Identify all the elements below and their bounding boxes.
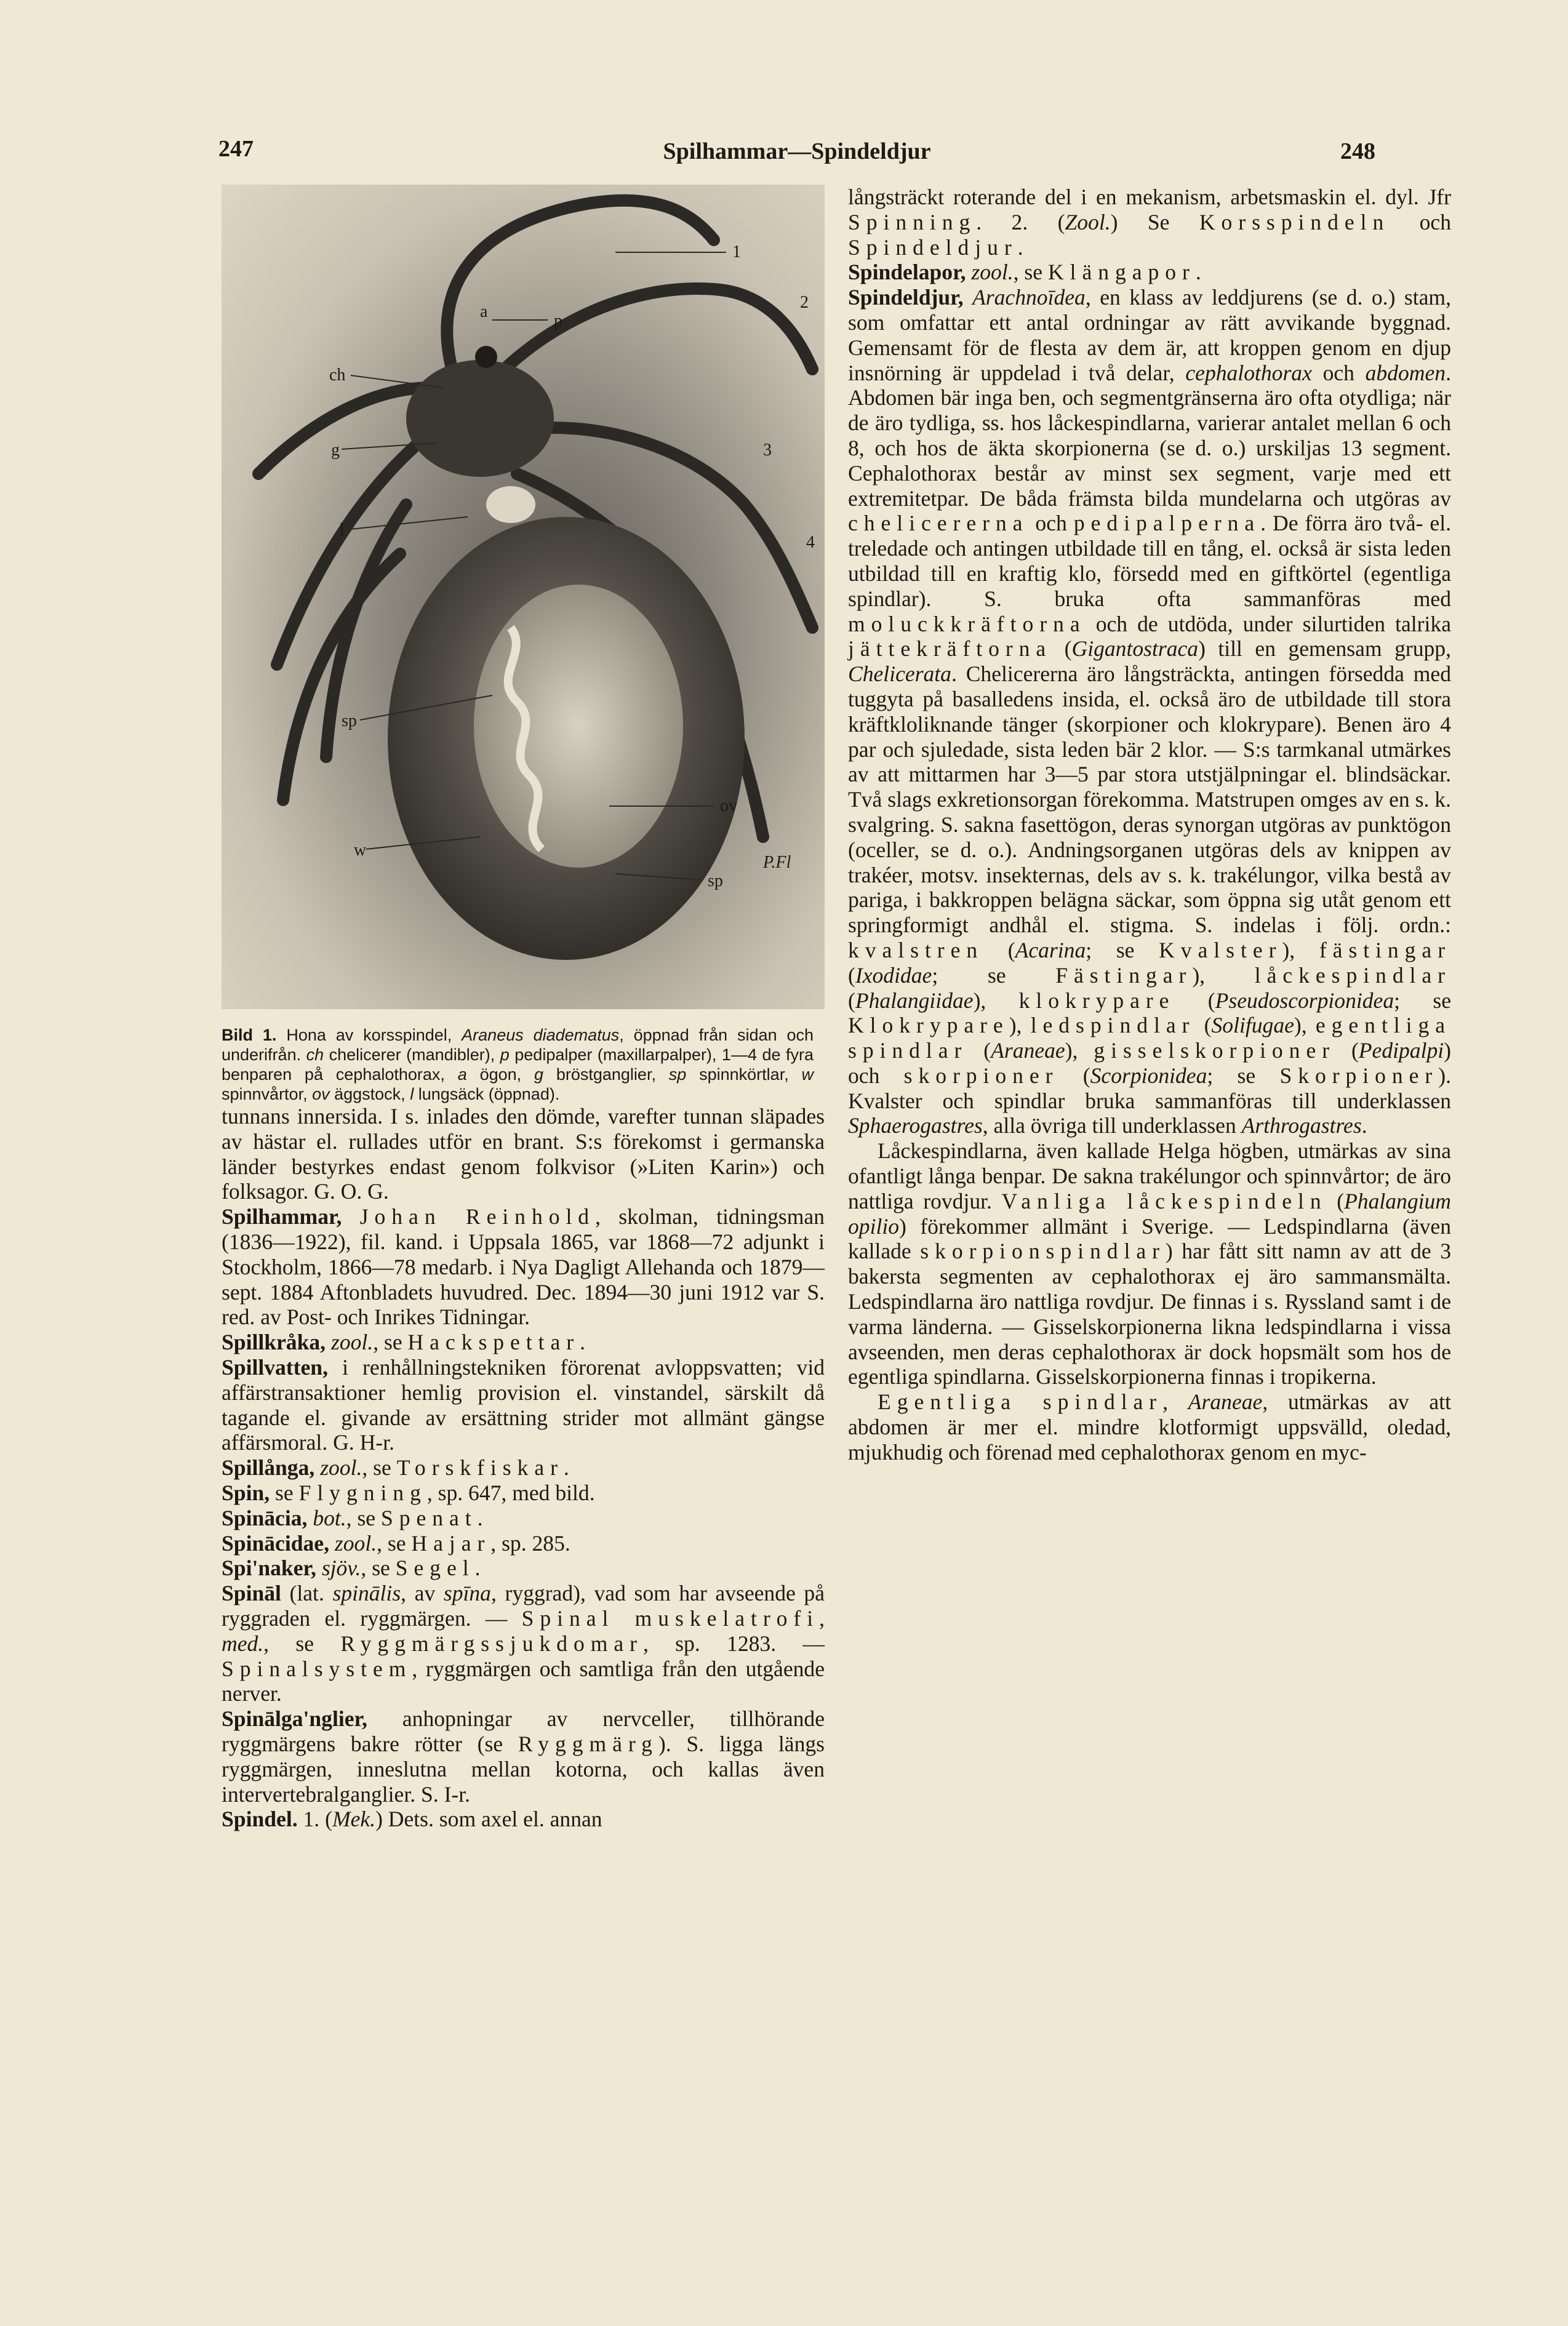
- body-text: ),: [973, 988, 1019, 1013]
- body-text: .: [580, 1330, 585, 1355]
- body-text: ; se: [1207, 1063, 1280, 1088]
- entry-headword: Spilhammar,: [222, 1204, 342, 1229]
- body-text: i renhållningstekniken förorenat avloppsvatten; vid affärstransaktioner hemlig provision el. vinstandel, särskilt då tagande el. givande av ersättning strider mot allmänt gängse affärsmoral. G. H-r.: [222, 1354, 825, 1455]
- body-text: lungsäck (öppnad).: [414, 1085, 560, 1103]
- entry-headword: Spillkråka,: [222, 1330, 326, 1355]
- spaced-term: Egentliga spindlar: [878, 1389, 1163, 1415]
- body-text: ,: [819, 1605, 825, 1631]
- spaced-term: Fästingar: [1055, 962, 1193, 988]
- spaced-term: ledspindlar: [1030, 1013, 1196, 1038]
- caption-head: Bild 1.: [222, 1026, 277, 1044]
- italic-text: Scorpionidea: [1090, 1063, 1207, 1088]
- right-column: [848, 185, 1451, 1465]
- italic-text: zool.: [320, 1455, 362, 1481]
- body-text: , se: [362, 1455, 397, 1481]
- italic-text: Mek.: [332, 1807, 376, 1832]
- page-number-left: 247: [218, 136, 254, 162]
- body-text: ) har fått sitt namn av att de 3 bakersta segmenten av cephalothorax ej äro sammansmälta. Ledspindlarna äro nattliga rovdjur. De finnas i s. Ryssland samt i de varma länderna. — Gisselskorpionerna likna ledspindlarna i vissa avseenden, men deras cephalothorax är dock hopsmält som hos de egentliga spindlarna. Gisselskorpionerna finnas i tropikerna.: [848, 1239, 1451, 1389]
- spaced-term: kvalstren: [848, 937, 984, 962]
- italic-text: sjöv.: [321, 1556, 361, 1581]
- page-number-right: 248: [1340, 138, 1375, 164]
- spaced-term: låckespindlar: [1254, 962, 1452, 988]
- label-ov: ov: [720, 796, 737, 815]
- body-text: .: [477, 1505, 483, 1530]
- spaced-term: Spindeldjur: [848, 234, 1018, 260]
- body-text: ) Dets. som axel el. annan: [375, 1807, 602, 1832]
- article-paragraph: [222, 1807, 825, 1832]
- body-text: , sp. 285.: [490, 1530, 570, 1556]
- body-text: , se: [377, 1530, 412, 1556]
- body-text: (: [1052, 636, 1072, 661]
- body-text: (: [848, 962, 855, 988]
- body-text: , öppnad från sidan och underifrån.: [222, 1026, 814, 1064]
- spaced-term: Klokrypare: [848, 1013, 1009, 1038]
- spaced-term: skorpionspindlar: [920, 1239, 1166, 1264]
- body-text: spinnkörtlar,: [686, 1065, 802, 1084]
- entry-headword: Spindeldjur,: [848, 285, 964, 310]
- label-4: 4: [806, 533, 815, 552]
- spaced-term: Segel: [395, 1556, 475, 1581]
- italic-text: Araneae: [991, 1038, 1065, 1063]
- article-paragraph: [848, 260, 1451, 285]
- page-title: Spilhammar—Spindeldjur: [663, 138, 931, 164]
- label-a: a: [480, 302, 488, 321]
- body-text: (: [1335, 1038, 1359, 1063]
- body-text: (: [967, 1038, 991, 1063]
- body-text: bröstganglier,: [543, 1065, 669, 1084]
- body-text: [316, 1556, 322, 1580]
- body-text: , av: [401, 1581, 444, 1606]
- italic-text: spinālis: [332, 1581, 401, 1606]
- italic-text: ch: [306, 1045, 324, 1064]
- label-3: 3: [763, 441, 772, 460]
- left-column: [222, 185, 825, 1832]
- italic-text: zool.: [334, 1530, 377, 1556]
- body-text: . De förra äro två- el. treledade och antingen utbildade till en tång, el. också är sista leden utbildad till en kraftig klo, försedd med en giftkörtel (egentliga spindlar). S. bruka ofta sammanföras med: [848, 511, 1451, 611]
- body-text: och de utdöda, under silurtiden talrika: [1086, 611, 1451, 636]
- entry-headword: Spindelapor,: [848, 260, 966, 285]
- article-paragraph: [222, 1455, 825, 1481]
- body-text: , skolman, tidningsman (1836—1922), fil. kand. i Uppsala 1865, var 1868—72 adjunkt i Stockholm, 1866—78 medarb. i Nya Dagligt Allehanda och 1879—sept. 1884 Aftonbladets huvudred. Dec. 1894—30 juni 1912 var S. red. av Post- och Inrikes Tidningar.: [222, 1204, 825, 1330]
- artist-signature: P.Fl: [763, 853, 791, 872]
- body-text: [342, 1204, 359, 1229]
- label-g: g: [331, 441, 340, 460]
- article-paragraph: [848, 185, 1451, 260]
- body-text: (: [1327, 1188, 1345, 1213]
- body-text: se: [270, 1480, 299, 1505]
- spaced-term: Skorpioner: [1279, 1063, 1439, 1088]
- body-text: , se: [361, 1556, 396, 1581]
- body-text: ) Se: [1110, 209, 1199, 234]
- spaced-term: gisselskorpioner: [1094, 1038, 1336, 1063]
- body-text: (: [1195, 1013, 1212, 1038]
- body-text: 1. (: [297, 1807, 332, 1832]
- cephalothorax: [406, 360, 554, 477]
- entry-headword: Spinālga'nglier,: [222, 1706, 367, 1732]
- italic-text: zool.: [971, 260, 1014, 285]
- body-text: ) och: [848, 1038, 1451, 1088]
- body-text: , se: [346, 1505, 381, 1530]
- spaced-term: Hajar: [411, 1530, 491, 1556]
- body-text: , se: [263, 1631, 341, 1656]
- body-text: .: [474, 1556, 481, 1581]
- spaced-term: moluckkräftorna: [848, 611, 1086, 636]
- body-text: pedipalper (maxillarpalper), 1—4 de fyra benparen på cephalothorax,: [222, 1045, 814, 1084]
- italic-text: Phalangium opilio: [848, 1188, 1451, 1239]
- spaced-term: egentliga spindlar: [848, 1013, 1452, 1063]
- italic-text: Solifugae: [1211, 1013, 1294, 1038]
- body-text: , sp. 1283. —: [642, 1631, 825, 1656]
- italic-text: Arthrogastres: [1241, 1113, 1362, 1138]
- body-text: [307, 1506, 313, 1530]
- body-text: , en klass av leddjurens (se d. o.) stam, som omfattar ett antal ordningar av rätt avvikande byggnad. Gemensamt för de flesta av dem är, att kroppen genom en djup insnörning är uppdelad i två delar,: [848, 285, 1451, 385]
- spaced-term: Korsspindeln: [1199, 209, 1390, 234]
- italic-text: Arachnoīdea: [972, 285, 1086, 310]
- label-l: l: [340, 521, 345, 540]
- entry-headword: Spināl: [222, 1581, 281, 1606]
- body-text: , ryggmärgen och samtliga från den utgående nerver.: [222, 1656, 825, 1706]
- body-text: ),: [1282, 937, 1319, 962]
- body-text: ,: [1162, 1389, 1188, 1415]
- spaced-term: Kvalster: [1159, 937, 1282, 962]
- italic-text: spīna: [443, 1581, 491, 1606]
- caption-body: [222, 1026, 814, 1103]
- article-paragraph: [222, 1506, 825, 1531]
- article-paragraph: [222, 1481, 825, 1506]
- article-paragraph: [222, 1556, 825, 1581]
- article-paragraph: [222, 1581, 825, 1706]
- body-text: (: [1175, 988, 1215, 1013]
- article-paragraph: [222, 1104, 825, 1204]
- italic-text: g: [534, 1065, 544, 1084]
- body-text: [326, 1330, 331, 1354]
- body-text: ),: [1192, 962, 1255, 988]
- entry-headword: Spi'naker,: [222, 1556, 316, 1581]
- spider-drawing: [222, 185, 825, 1009]
- italic-text: Araneae: [1188, 1389, 1263, 1415]
- body-text: ). S. ligga längs ryggmärgen, inneslutna mellan kotorna, och kallas även intervertebralganglier. S. I-r.: [222, 1731, 825, 1807]
- body-text: ),: [1065, 1038, 1094, 1063]
- label-2: 2: [800, 293, 809, 312]
- italic-text: Sphaerogastres: [848, 1113, 983, 1138]
- spaced-term: Hackspettar: [407, 1330, 580, 1355]
- label-ch: ch: [329, 366, 346, 385]
- spaced-term: fästingar: [1319, 937, 1452, 962]
- body-text: äggstock,: [329, 1085, 410, 1103]
- body-text: spinnvårtor,: [222, 1085, 313, 1103]
- body-text: , ryggrad), vad som har avseende på ryggraden el. ryggmärgen. —: [222, 1581, 825, 1631]
- spaced-term: jättekräftorna: [848, 636, 1052, 661]
- italic-text: a: [457, 1065, 467, 1084]
- label-sp-2: sp: [708, 871, 723, 890]
- spaced-term: Klängapor: [1047, 260, 1196, 285]
- body-text: .: [1017, 234, 1023, 260]
- italic-text: cephalothorax: [1185, 360, 1312, 385]
- body-text: tunnans innersida. I s. inlades den dömde, varefter tunnan släpades av hästar el. rullades utför en brant. S:s förekomst i germanska länder bestyrkes endast genom folkvisor (»Liten Karin») och folksagor. G. O. G.: [222, 1104, 825, 1204]
- body-text: ögon,: [466, 1065, 534, 1084]
- body-text: ; se: [932, 962, 1056, 988]
- body-text: och: [1390, 209, 1452, 234]
- body-text: , utmärkas av att abdomen är mer el. mindre klotformigt uppsvälld, oledad, mjukhudig och förenad med cephalothorax genom en myc-: [848, 1389, 1451, 1465]
- spaced-term: pedipalperna: [1073, 511, 1261, 536]
- spider-illustration: [222, 185, 825, 1009]
- article-paragraph: [848, 1138, 1451, 1389]
- body-text: och: [1028, 511, 1074, 536]
- entry-headword: Spillvatten,: [222, 1354, 328, 1380]
- spaced-term: Spinalsystem: [222, 1656, 412, 1681]
- article-paragraph: [848, 1389, 1451, 1465]
- italic-text: Zool.: [1065, 209, 1111, 234]
- body-text: , se: [373, 1330, 408, 1355]
- body-text: ; se: [1086, 937, 1159, 962]
- body-text: , alla övriga till underklassen: [982, 1113, 1242, 1138]
- spaced-term: Ryggmärg: [518, 1731, 658, 1756]
- body-text: ). Kvalster och spindlar bruka sammanföras till underklassen: [848, 1063, 1452, 1113]
- italic-text: abdomen: [1365, 360, 1446, 385]
- spaced-term: chelicererna: [848, 511, 1029, 536]
- spaced-term: Flygning: [298, 1480, 427, 1505]
- body-text: . Abdomen bär inga ben, och segmentgränserna äro ofta otydliga; när de äro tydliga, ss. hos låckespindlarna, varierar antalet mellan 6 och 8, och hos de äkta skorpionerna (se d. o.) urskiljas 13 segment. Cephalothorax består av minst sex segment, varje med ett extremitetpar. De båda främsta bilda mundelarna och utgöras av: [848, 360, 1451, 511]
- spaced-term: klokrypare: [1018, 988, 1175, 1013]
- spaced-term: Ryggmärgssjukdomar: [340, 1631, 643, 1656]
- entry-headword: Spinācia,: [222, 1505, 308, 1530]
- italic-text: Araneus diadematus: [462, 1026, 620, 1044]
- body-text: och: [1311, 360, 1366, 385]
- body-text: ; se: [1394, 988, 1451, 1013]
- italic-text: Pseudoscorpionidea: [1215, 988, 1394, 1013]
- label-sp-1: sp: [342, 711, 357, 730]
- italic-text: med.: [222, 1631, 264, 1656]
- right-column-text: [848, 185, 1451, 1465]
- article-paragraph: [222, 1355, 825, 1455]
- spaced-term: Vanliga låckespindeln: [1001, 1188, 1327, 1213]
- article-paragraph: [222, 1706, 825, 1807]
- label-1: 1: [732, 242, 741, 262]
- italic-text: sp: [668, 1065, 687, 1084]
- body-text: chelicerer (mandibler),: [324, 1045, 500, 1064]
- spaced-term: skorpioner: [903, 1063, 1059, 1088]
- body-text: ) förekommer allmänt i Sverige. — Ledspindlarna (även kallade: [848, 1213, 1451, 1264]
- italic-text: p: [500, 1045, 510, 1064]
- italic-text: bot.: [313, 1505, 346, 1530]
- spaced-term: Torskfiskar: [396, 1455, 564, 1481]
- italic-text: w: [801, 1065, 814, 1084]
- body-text: [314, 1455, 320, 1480]
- italic-text: l: [410, 1085, 414, 1103]
- italic-text: Chelicerata: [848, 661, 951, 687]
- body-text: , sp. 647, med bild.: [426, 1480, 595, 1505]
- body-text: ),: [1009, 1013, 1031, 1038]
- body-text: (lat.: [281, 1581, 333, 1606]
- body-text: långsträckt roterande del i en mekanism, arbetsmaskin el. dyl. Jfr: [848, 185, 1451, 209]
- label-p: p: [554, 311, 562, 330]
- entry-headword: Spindel.: [222, 1807, 298, 1832]
- body-text: Låckespindlarna, även kallade Helga högben, utmärkas av sina ofantligt långa benpar. De sakna trakélungor och spinnvårtor; de äro nattliga rovdjur.: [848, 1138, 1451, 1213]
- body-text: , se: [1013, 260, 1048, 285]
- article-paragraph: [222, 1330, 825, 1355]
- body-text: . 2. (: [976, 209, 1065, 234]
- running-header: [218, 135, 1375, 172]
- body-text: (: [983, 937, 1015, 962]
- entry-headword: Spinācidae,: [222, 1530, 329, 1556]
- italic-text: Acarina: [1015, 937, 1086, 962]
- spaced-term: Spinal muskelatrofi: [521, 1605, 820, 1631]
- body-text: ) till en gemensam grupp,: [1198, 636, 1451, 661]
- body-text: [964, 285, 973, 310]
- italic-text: Ixodidae: [855, 962, 932, 988]
- body-text: .: [563, 1455, 569, 1481]
- spaced-term: Spenat: [381, 1505, 478, 1530]
- italic-text: Gigantostraca: [1071, 636, 1199, 661]
- body-text: [329, 1531, 335, 1556]
- entry-headword: Spin,: [222, 1480, 270, 1505]
- eyes: [475, 346, 497, 368]
- ovary: [474, 585, 683, 868]
- spaced-term: Johan Reinhold: [359, 1204, 596, 1229]
- article-paragraph: [222, 1204, 825, 1330]
- body-text: (: [848, 988, 855, 1013]
- article-paragraph: [222, 1531, 825, 1556]
- italic-text: Pedipalpi: [1358, 1038, 1444, 1063]
- body-text: (: [1058, 1063, 1090, 1088]
- body-text: .: [1195, 260, 1201, 285]
- article-paragraph: [848, 285, 1451, 1138]
- label-w: w: [354, 841, 367, 860]
- body-text: .: [1361, 1113, 1367, 1138]
- body-text: anhopningar av nervceller, tillhörande ryggmärgens bakre rötter (se: [222, 1706, 825, 1756]
- spaced-term: Spinning: [848, 209, 977, 234]
- lung-sac: [486, 486, 535, 523]
- italic-text: Phalangiidae: [855, 988, 974, 1013]
- body-text: Hona av korsspindel,: [276, 1026, 462, 1044]
- body-text: . Chelicererna äro långsträckta, antingen försedda med tuggyta på basalledens insida, el. också äro de utbildade till stora kräftkloliknande tänger (skorpioner och klokrypare). Benen äro 4 par och sjuledade, sista leden bär 2 klor. — S:s tarmkanal utmärkes av att mittarmen har 3—5 par stora utstjälpningar el. blindsäckar. Två slags exkretionsorgan förekomma. Matstrupen omges av en s. k. svalgring. S. sakna fasettögon, deras synorgan utgöras av punktögon (oceller, se d. o.). Andningsorganen utgöras dels av knippen av trakéer, motsv. insekternas, dels av s. k. trakélungor, vilka bestå av pariga, i bakkroppen belägna säckar, som öppna sig utåt genom ett springformigt andhål el. stigma. S. indelas i följ. ordn.:: [848, 661, 1451, 938]
- italic-text: zool.: [330, 1330, 374, 1355]
- figure-caption: [222, 1025, 825, 1104]
- body-text: ),: [1294, 1013, 1316, 1038]
- left-column-text: [222, 1104, 825, 1832]
- italic-text: ov: [312, 1085, 330, 1103]
- entry-headword: Spillånga,: [222, 1455, 315, 1481]
